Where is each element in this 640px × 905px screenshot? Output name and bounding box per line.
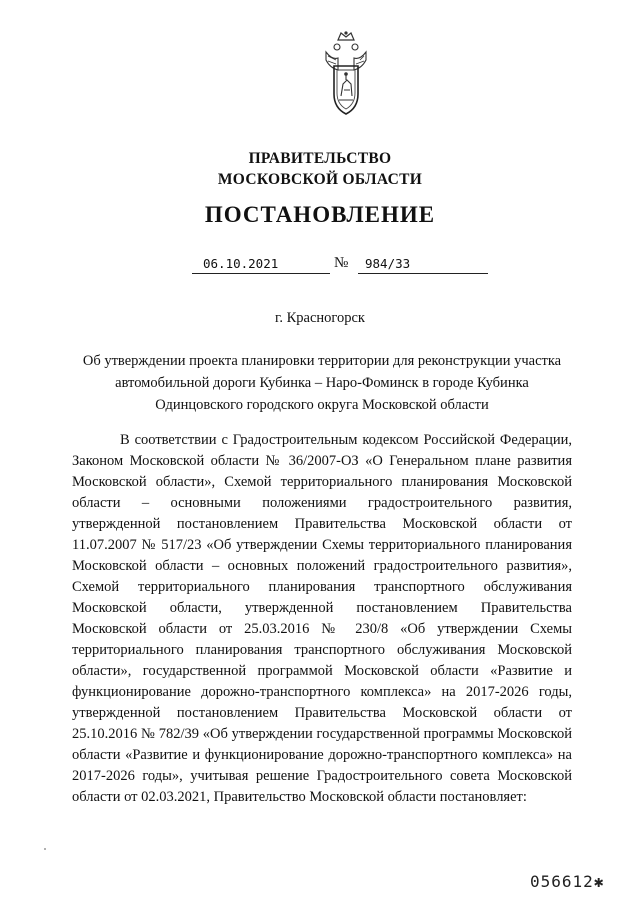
- document-city: г. Красногорск: [275, 310, 365, 326]
- document-type-title: ПОСТАНОВЛЕНИЕ: [204, 202, 436, 227]
- date-underline: [192, 273, 330, 274]
- date-number-line: [0, 256, 640, 276]
- document-body-paragraph: В соответствии с Градостроительным кодексом Российской Федерации, Законом Московской области № 36/2007-ОЗ «О Генеральном плане развития Московской области», Схемой территориального планирования Московской области – основными положениями градостроительного развития, утвержденной постановлением Правительства Московской области от 11.07.2007 № 517/23 «Об утверждении Схемы территориального планирования Московской области – основных положений градостроительного развития», Схемой территориального планирования транспортного обслуживания Московской области, утвержденной постановлением Правительства Московской области от 25.03.2016 № 230/8 «Об утверждении Схемы территориального планирования транспортного обслуживания Московской области», государственной программой Московской области «Развитие и функционирование дорожно-транспортного комплекса» на 2017-2026 годы, утвержденной постановлением Правительства Московской области от 25.10.2016 № 782/39 «Об утверждении государственной программы Московской области «Развитие и функционирование дорожно-транспортного комплекса» на 2017-2026 годы», учитывая решение Градостроительного совета Московской области от 02.03.2021, Правительство Московской области постановляет:: [72, 432, 572, 805]
- document-number: 984/33: [365, 256, 411, 271]
- serial-stamp: [530, 872, 604, 891]
- number-sign: №: [334, 255, 349, 271]
- document-date: 06.10.2021: [203, 256, 279, 271]
- number-underline: [358, 273, 488, 274]
- government-name-line2: МОСКОВСКОЙ ОБЛАСТИ: [217, 171, 423, 188]
- serial-number: 056612: [530, 872, 594, 891]
- document-subject: Об утверждении проекта планировки территории для реконструкции участка автомобильной дороги Кубинка – Наро-Фоминск в городе Кубинка Одинцовского городского округа Московской области: [82, 353, 562, 413]
- coat-of-arms-icon: [322, 30, 370, 120]
- serial-mark: ✱: [593, 872, 605, 891]
- government-name-line1: ПРАВИТЕЛЬСТВО: [248, 150, 392, 167]
- scan-speck: [44, 848, 46, 850]
